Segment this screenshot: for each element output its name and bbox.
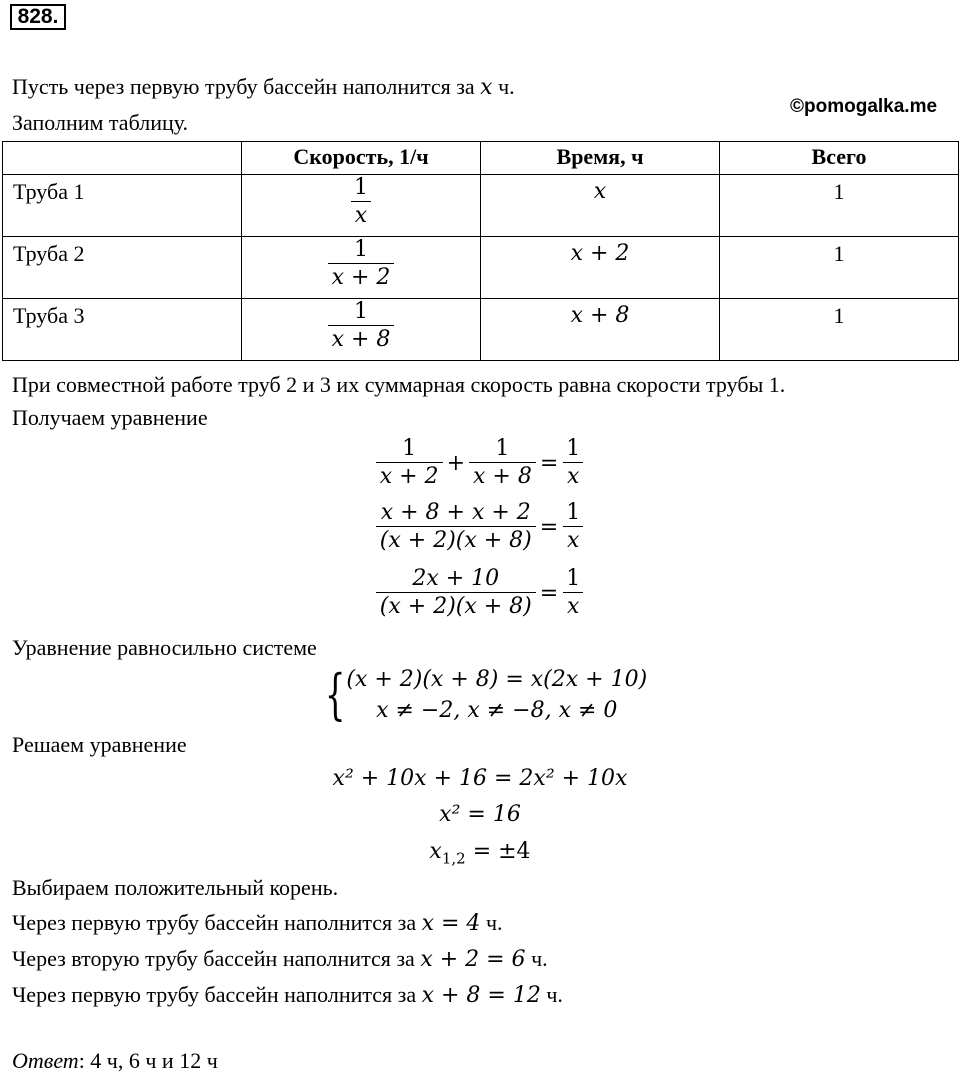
get-equation-text: Получаем уравнение <box>12 405 208 430</box>
fraction-numerator: 1 <box>566 500 581 525</box>
speed-cell <box>242 299 481 361</box>
fraction-denominator: (x + 2)(x + 8) <box>376 526 536 555</box>
equation-3 <box>0 566 960 621</box>
choose-root-text: Выбираем положительный корень. <box>12 875 339 900</box>
equation-1 <box>0 436 960 491</box>
fill-table-text: Заполним таблицу. <box>12 110 189 135</box>
fraction-denominator: x <box>563 592 583 621</box>
table-row <box>3 237 959 299</box>
fraction-denominator: x + 8 <box>328 325 395 354</box>
solve-line-2: x² = 16 <box>439 802 521 827</box>
result-line-2 <box>12 946 548 972</box>
watermark: ©pomogalka.me <box>790 96 938 117</box>
result-3-prefix: Через первую трубу бассейн наполнится за <box>12 982 422 1007</box>
time-cell: x + 2 <box>481 237 720 299</box>
fraction-denominator: x <box>563 526 583 555</box>
speed-cell <box>242 175 481 237</box>
data-table <box>2 141 959 361</box>
intro-suffix: ч. <box>492 74 515 99</box>
equals-sign: = <box>539 451 559 476</box>
problem-number: 828. <box>10 4 66 30</box>
table-header-cell: Всего <box>720 142 959 175</box>
result-1-math: x = 4 <box>421 911 481 936</box>
result-1-suffix: ч. <box>480 910 503 935</box>
table-header-row <box>3 142 959 175</box>
system-line-2: x ≠ −2, x ≠ −8, x ≠ 0 <box>376 698 618 723</box>
result-2-math: x + 2 = 6 <box>420 947 526 972</box>
result-line-3 <box>12 982 563 1008</box>
equals-sign: = <box>539 515 559 540</box>
result-2-suffix: ч. <box>525 946 548 971</box>
left-brace-icon: { <box>324 663 346 726</box>
fraction-numerator: 1 <box>566 436 581 461</box>
answer-line <box>12 1048 218 1074</box>
row-label: Труба 1 <box>3 175 242 237</box>
row-label: Труба 3 <box>3 299 242 361</box>
answer-text: : 4 ч, 6 ч и 12 ч <box>78 1048 218 1073</box>
intro-text <box>12 74 515 100</box>
fraction-numerator: 2x + 10 <box>412 566 500 591</box>
table-row <box>3 175 959 237</box>
intro-prefix: Пусть через первую трубу бассейн наполнится за <box>12 74 481 99</box>
fraction-numerator: 1 <box>354 175 368 200</box>
result-3-suffix: ч. <box>540 982 563 1007</box>
fraction-numerator: 1 <box>495 436 510 461</box>
result-3-math: x + 8 = 12 <box>421 983 541 1008</box>
time-cell: x <box>481 175 720 237</box>
table-header-cell: Время, ч <box>481 142 720 175</box>
fraction-denominator: x + 8 <box>469 462 536 491</box>
root-value: = ±4 <box>465 839 531 864</box>
fraction-numerator: 1 <box>353 299 368 324</box>
result-line-1 <box>12 910 503 936</box>
total-cell: 1 <box>720 299 959 361</box>
root-base: x <box>429 839 442 864</box>
equivalent-system-text: Уравнение равносильно системе <box>12 635 317 660</box>
fraction-numerator: 1 <box>402 436 417 461</box>
result-1-prefix: Через первую трубу бассейн наполнится за <box>12 910 422 935</box>
fraction-denominator: x <box>563 462 583 491</box>
plus-sign: + <box>446 451 465 476</box>
system-line-1: (x + 2)(x + 8) = x(2x + 10) <box>346 667 648 692</box>
speed-cell <box>242 237 481 299</box>
table-row <box>3 299 959 361</box>
fraction-numerator: 1 <box>353 237 368 262</box>
result-2-prefix: Через вторую трубу бассейн наполнится за <box>12 946 421 971</box>
intro-var: x <box>480 75 493 100</box>
table-header-cell <box>3 142 242 175</box>
solve-line-3 <box>0 838 960 867</box>
answer-label: Ответ <box>12 1048 79 1073</box>
total-cell: 1 <box>720 175 959 237</box>
fraction-numerator: 1 <box>566 566 581 591</box>
fraction-denominator: (x + 2)(x + 8) <box>376 592 536 621</box>
fraction-denominator: x + 2 <box>328 263 395 292</box>
root-subscript: 1,2 <box>441 849 466 868</box>
table-header-cell: Скорость, 1/ч <box>242 142 481 175</box>
fraction-numerator: x + 8 + x + 2 <box>380 500 531 525</box>
solve-equation-text: Решаем уравнение <box>12 732 187 757</box>
fraction-denominator: x <box>351 201 371 230</box>
solve-line-1: x² + 10x + 16 = 2x² + 10x <box>332 766 628 791</box>
row-label: Труба 2 <box>3 237 242 299</box>
equation-2 <box>0 500 960 555</box>
time-cell: x + 8 <box>481 299 720 361</box>
joint-work-text: При совместной работе труб 2 и 3 их суммарная скорость равна скорости трубы 1. <box>12 372 786 397</box>
total-cell: 1 <box>720 237 959 299</box>
fraction-denominator: x + 2 <box>376 462 443 491</box>
equals-sign: = <box>539 581 559 606</box>
equation-system <box>318 664 647 726</box>
